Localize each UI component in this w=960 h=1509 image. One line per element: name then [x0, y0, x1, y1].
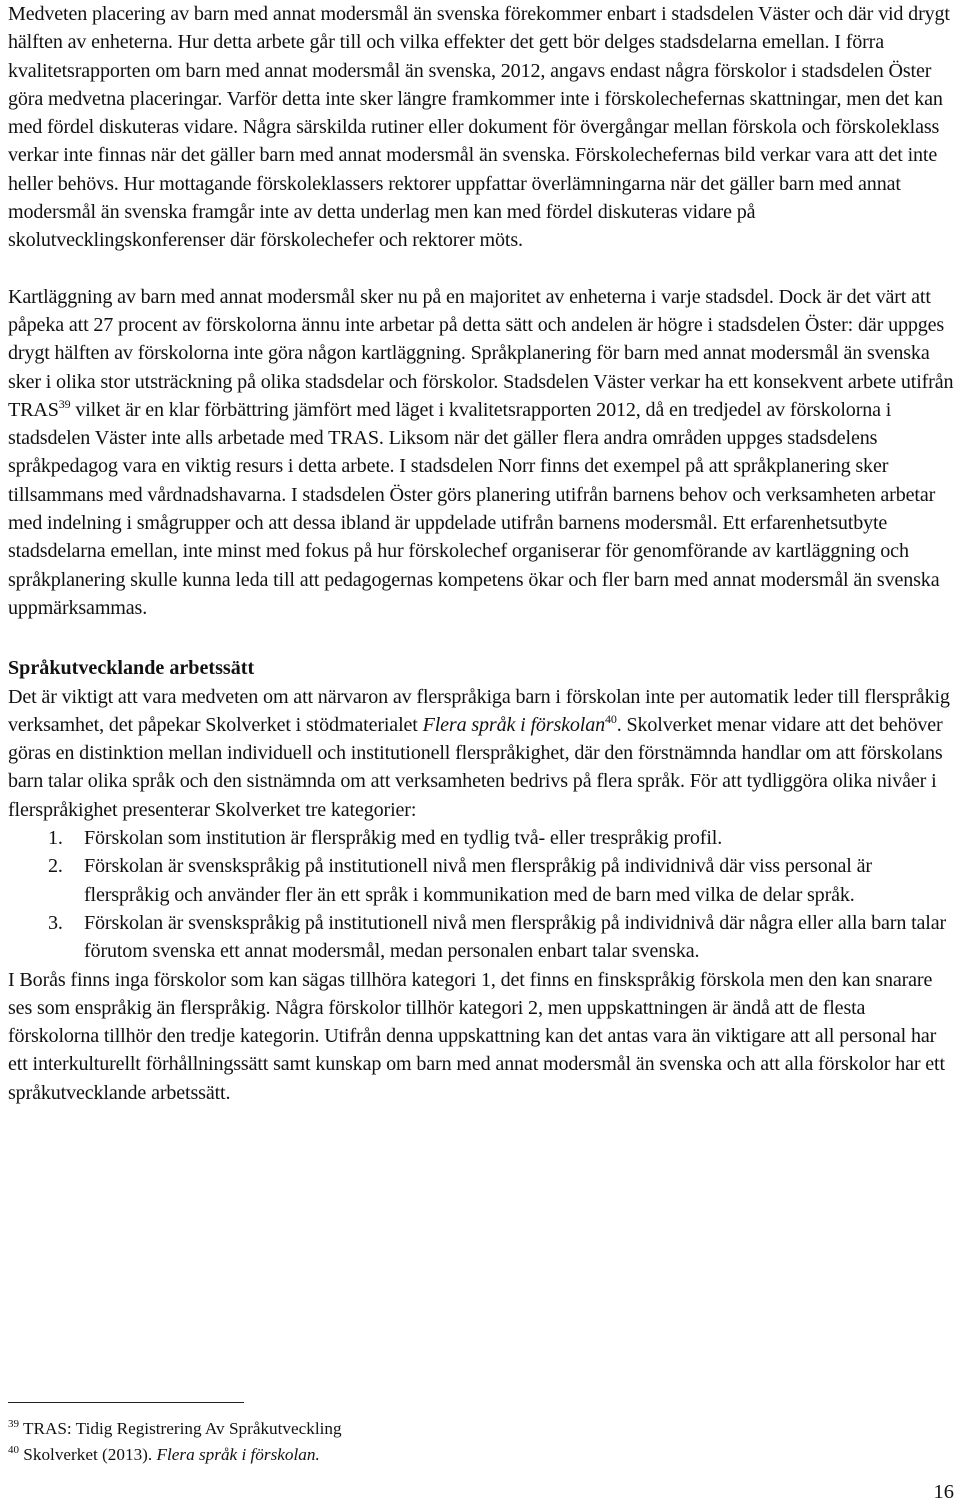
section-heading: Språkutvecklande arbetssätt — [8, 657, 255, 680]
list-item — [8, 824, 954, 852]
list-item — [8, 909, 954, 966]
paragraph-boras: I Borås finns inga förskolor som kan sägas tillhöra kategori 1, det finns en finskspråkig förskola men den kan snarare ses som enspråkig än flerspråkig. Några förskolor tillhör kategori 2, men uppskattningen är ändå att de flesta förskolorna tillhör den tredje kategorin. Utifrån denna uppskattning kan det antas vara än viktigare att all personal har ett interkulturellt förhållningssätt samt kunskap om barn med annat modersmål än svenska och att alla förskolor har ett språkutvecklande arbetssätt. — [8, 968, 945, 1104]
publication-title: Flera språk i förskolan — [422, 713, 606, 736]
paragraph-mapping — [8, 283, 954, 623]
footnote-text: TRAS: Tidig Registrering Av Språkutveckling — [19, 1419, 342, 1438]
paragraph-mapping-text-a: Kartläggning av barn med annat modersmål sker nu på en majoritet av enheterna i varje stadsdel. Dock är det värt att påpeka att 27 procent av förskolorna ännu inte arbetar på detta sätt och andelen är högre i stadsdelen Öster: där uppges drygt hälften av förskolorna inte göra någon kartläggning. Språkplanering för barn med annat modersmål än svenska sker i olika stor utsträckning på olika stadsdelar och förskolor. Stadsdelen Väster verkar ha ett konsekvent arbete utifrån TRAS — [8, 285, 954, 421]
paragraph-multilingual-text-b: . Skolverket menar vidare att det behöver göras en distinktion mellan individuell och institutionell flerspråkighet, där den förstnämnda handlar om att förskolans barn talar olika språk och den sistnämnda om att verksamheten bedrivs på flera språk. För att tydliggöra olika nivåer i flerspråkighet presenterar Skolverket tre kategorier: — [8, 713, 943, 821]
footnote-text: Skolverket (2013). — [19, 1445, 157, 1464]
page-number: 16 — [933, 1481, 954, 1503]
list-item-text: Förskolan som institution är flerspråkig med en tydlig två- eller trespråkig profil. — [84, 827, 723, 850]
document-page — [8, 0, 954, 1107]
footnote-ref-40[interactable]: 40 — [605, 711, 617, 726]
footnote-number: 39 — [8, 1418, 19, 1430]
paragraph-multilingual-text-a: Det är viktigt att vara medveten om att närvaron av flerspråkiga barn i förskolan inte per automatik leder till flerspråkig verksamhet, det påpekar Skolverket i stödmaterialet — [8, 685, 950, 736]
paragraph-mapping-text-b: vilket är en klar förbättring jämfört med läget i kvalitetsrapporten 2012, då en tredjedel av förskolorna i stadsdelen Väster inte alls arbetade med TRAS. Liksom när det gäller flera andra områden uppges stadsdelens språkpedagog vara en viktig resurs i detta arbete. I stadsdelen Norr finns det exempel på att språkplanering sker tillsammans med vårdnadshavarna. I stadsdelen Öster görs planering utifrån barnens behov och verksamheten arbetar med indelning i smågrupper och att dessa ibland är uppdelade utifrån barnens modersmål. Ett erfarenhetsutbyte stadsdelarna emellan, inte minst med fokus på hur förskolechef organiserar för genomförande av kartläggning och språkplanering skulle kunna leda till att pedagogernas kompetens ökar och fler barn med annat modersmål än svenska uppmärksammas. — [8, 398, 940, 619]
footnote-number: 40 — [8, 1444, 19, 1456]
list-item-number: 1. — [48, 827, 63, 850]
footnote-italic-title: Flera språk i förskolan. — [156, 1445, 320, 1464]
list-item-number: 3. — [48, 911, 63, 934]
list-item-text: Förskolan är svenskspråkig på institutionell nivå men flerspråkig på individnivå där några eller alla barn talar förutom svenska ett annat modersmål, medan personalen enbart talar svenska. — [84, 911, 947, 963]
paragraph-placement: Medveten placering av barn med annat modersmål än svenska förekommer enbart i stadsdelen Väster och där vid drygt hälften av enheterna. Hur detta arbete går till och vilka effekter det gett bör delges stadsdelarna emellan. I förra kvalitetsrapporten om barn med annat modersmål än svenska, 2012, angavs endast några förskolor i stadsdelen Öster göra medvetna placeringar. Varför detta inte sker längre framkommer inte i förskolechefernas skattningar, men det kan med fördel diskuteras vidare. Några särskilda rutiner eller dokument för övergångar mellan förskola och förskoleklass verkar inte finnas när det gäller barn med annat modersmål än svenska. Förskolechefernas bild verkar vara att det inte heller behövs. Hur mottagande förskoleklassers rektorer uppfattar överlämningarna när det gäller barn med annat modersmål än svenska framgår inte av detta underlag men kan med fördel diskuteras vidare på skolutvecklingskonferenser där förskolechefer och rektorer möts. — [8, 3, 950, 252]
footnote-39 — [8, 1416, 948, 1442]
footnote-divider — [8, 1402, 244, 1403]
footnote-ref-39[interactable]: 39 — [58, 396, 71, 411]
footnotes — [8, 1416, 948, 1468]
category-list — [8, 824, 954, 965]
footnote-40 — [8, 1442, 948, 1468]
paragraph-multilingual — [8, 683, 954, 824]
list-item — [8, 852, 954, 909]
list-item-number: 2. — [48, 855, 63, 878]
list-item-text: Förskolan är svenskspråkig på institutionell nivå men flerspråkig på individnivå där viss personal är flerspråkig och använder fler än ett språk i kommunikation med de barn med vilka de delar språk. — [84, 855, 872, 906]
